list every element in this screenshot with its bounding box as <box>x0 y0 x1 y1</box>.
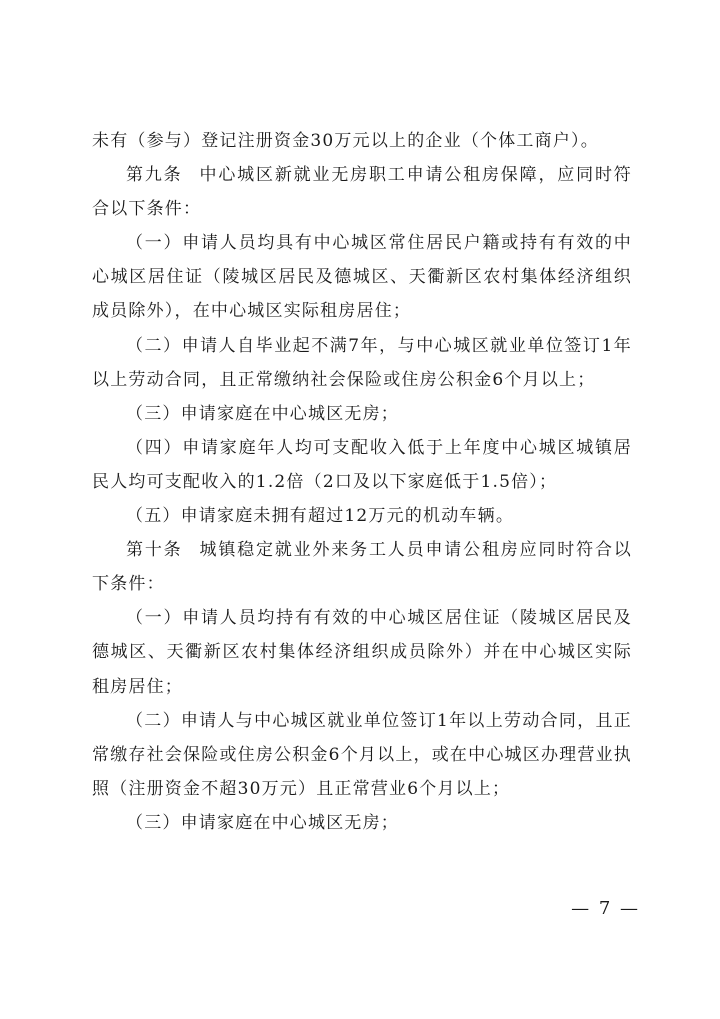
paragraph-1-text: 未有（参与）登记注册资金30万元以上的企业（个体工商户）。 <box>92 131 599 151</box>
article-10-text: 城镇稳定就业外来务工人员申请公租房应同时符合以下条件： <box>92 540 632 595</box>
paragraph-1 <box>92 124 632 158</box>
article-10-item-2-text: （二）申请人与中心城区就业单位签订1年以上劳动合同，且正常缴存社会保险或住房公积金6个月以上，或在中心城区办理营业执照（注册资金不超30万元）且正常营业6个月以上； <box>92 710 632 799</box>
body-text <box>92 124 632 840</box>
article-9-item-3 <box>92 397 632 431</box>
article-9-item-2-text: （二）申请人自毕业起不满7年，与中心城区就业单位签订1年以上劳动合同，且正常缴纳社会保险或住房公积金6个月以上； <box>92 335 632 390</box>
article-9 <box>92 158 632 226</box>
article-10-item-2 <box>92 704 632 806</box>
article-10-heading: 第十条 <box>126 540 183 561</box>
article-9-item-3-text: （三）申请家庭在中心城区无房； <box>126 403 399 424</box>
article-10-item-1 <box>92 601 632 703</box>
article-9-item-5-text: （五）申请家庭未拥有超过12万元的机动车辆。 <box>126 506 515 527</box>
article-9-item-2 <box>92 329 632 397</box>
article-9-text: 中心城区新就业无房职工申请公租房保障，应同时符合以下条件： <box>92 165 632 220</box>
article-9-item-4 <box>92 431 632 499</box>
article-9-item-1-text: （一）申请人员均具有中心城区常住居民户籍或持有有效的中心城区居住证（陵城区居民及德城区、天衢新区农村集体经济组织成员除外），在中心城区实际租房居住； <box>92 233 632 322</box>
article-9-item-4-text: （四）申请家庭年人均可支配收入低于上年度中心城区城镇居民人均可支配收入的1.2倍（2口及以下家庭低于1.5倍）； <box>92 437 632 492</box>
article-10-item-1-text: （一）申请人员均持有有效的中心城区居住证（陵城区居民及德城区、天衢新区农村集体经济组织成员除外）并在中心城区实际租房居住； <box>92 608 632 697</box>
article-10-item-3-text: （三）申请家庭在中心城区无房； <box>126 812 399 833</box>
article-9-heading: 第九条 <box>126 165 183 186</box>
page-number: — 7 — <box>571 898 640 919</box>
article-9-item-1 <box>92 226 632 328</box>
article-9-item-5 <box>92 499 632 533</box>
article-10-item-3 <box>92 806 632 840</box>
article-10 <box>92 533 632 601</box>
